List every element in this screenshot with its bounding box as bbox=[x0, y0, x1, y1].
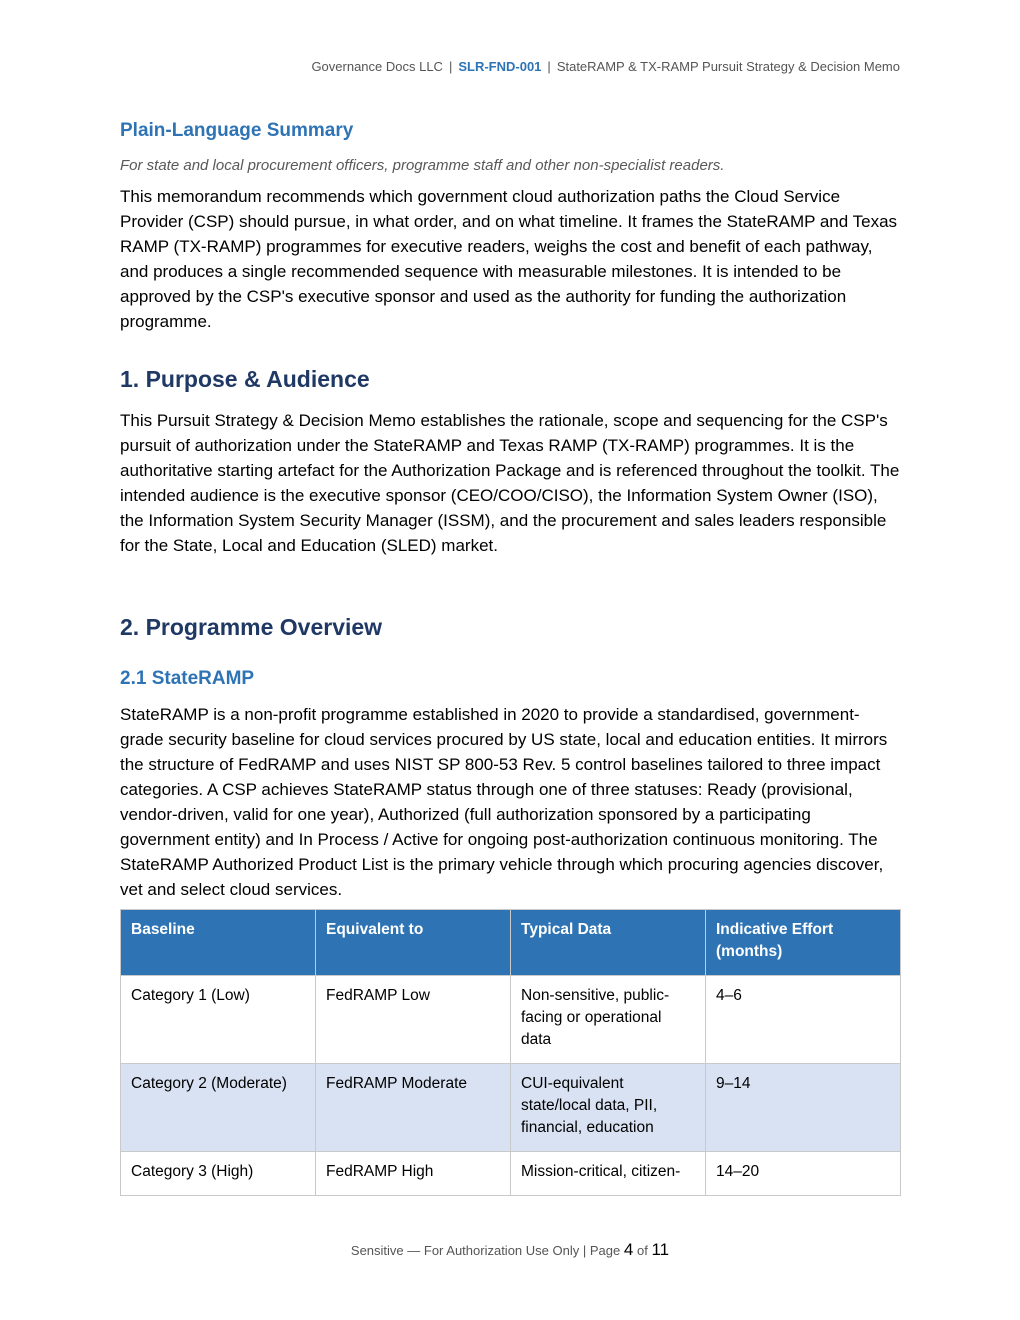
table-header-cell: Typical Data bbox=[511, 910, 706, 976]
table-cell: CUI-equivalent state/local data, PII, financial, education bbox=[511, 1064, 706, 1152]
table-cell: Category 3 (High) bbox=[121, 1152, 316, 1196]
table-cell: Category 2 (Moderate) bbox=[121, 1064, 316, 1152]
table-row bbox=[121, 1064, 901, 1152]
summary-audience-note: For state and local procurement officers, programme staff and other non-specialist readers. bbox=[120, 157, 725, 174]
footer-of-word: of bbox=[636, 1243, 648, 1258]
table-cell: 4–6 bbox=[706, 976, 901, 1064]
table-cell: FedRAMP High bbox=[316, 1152, 511, 1196]
table-header-cell: Equivalent to bbox=[316, 910, 511, 976]
footer-label: Sensitive — For Authorization Use Only bbox=[350, 1243, 580, 1258]
table-cell: FedRAMP Moderate bbox=[316, 1064, 511, 1152]
page-header bbox=[311, 59, 900, 74]
header-company: Governance Docs LLC bbox=[311, 59, 443, 74]
footer-page-number: 4 bbox=[623, 1240, 634, 1259]
summary-paragraph: This memorandum recommends which government cloud authorization paths the Cloud Service Provider (CSP) should pursue, in what order, and on what timeline. It frames the StateRAMP and Texas RAMP (TX-RAMP) programmes for executive readers, weighs the cost and benefit of each pathway, and produces a single recommended sequence with measurable milestones. It is intended to be approved by the CSP's executive sponsor and used as the authority for funding the authorization programme. bbox=[120, 187, 898, 331]
table-header-cell: Baseline bbox=[121, 910, 316, 976]
header-separator: | bbox=[448, 59, 453, 74]
section-2-1-paragraph: StateRAMP is a non-profit programme established in 2020 to provide a standardised, government-grade security baseline for cloud services procured by US state, local and education entities. It mirrors the structure of FedRAMP and uses NIST SP 800-53 Rev. 5 control baselines tailored to three impact categories. A CSP achieves StateRAMP status through one of three statuses: Ready (provisional, vendor-driven, valid for one year), Authorized (full authorization sponsored by a participating government entity) and In Process / Active for ongoing post-authorization continuous monitoring. The StateRAMP Authorized Product List is the primary vehicle through which procuring agencies discover, vet and select cloud services. bbox=[120, 705, 888, 899]
table-cell: 9–14 bbox=[706, 1064, 901, 1152]
section-1-paragraph: This Pursuit Strategy & Decision Memo establishes the rationale, scope and sequencing for the CSP's pursuit of authorization under the StateRAMP and Texas RAMP (TX-RAMP) programmes. It is the authoritative starting artefact for the Authorization Package and is referenced throughout the toolkit. The intended audience is the executive sponsor (CEO/COO/CISO), the Information System Owner (ISO), the Information System Security Manager (ISSM), and the procurement and sales leaders responsible for the State, Local and Education (SLED) market. bbox=[120, 411, 900, 555]
table-cell: Non-sensitive, public-facing or operational data bbox=[511, 976, 706, 1064]
section-1-heading: 1. Purpose & Audience bbox=[120, 366, 370, 392]
table-row bbox=[121, 1152, 901, 1196]
table-cell: Mission-critical, citizen- bbox=[511, 1152, 706, 1196]
footer-page-total: 11 bbox=[651, 1240, 670, 1259]
header-doc-id: SLR-FND-001 bbox=[458, 59, 542, 74]
section-2-1-heading: 2.1 StateRAMP bbox=[120, 668, 255, 689]
table-cell: FedRAMP Low bbox=[316, 976, 511, 1064]
table-cell: Category 1 (Low) bbox=[121, 976, 316, 1064]
summary-heading: Plain-Language Summary bbox=[120, 120, 354, 141]
page-footer bbox=[0, 1240, 1020, 1260]
table-row bbox=[121, 976, 901, 1064]
baseline-table bbox=[120, 909, 901, 1196]
header-doc-title: StateRAMP & TX-RAMP Pursuit Strategy & Decision Memo bbox=[556, 59, 900, 74]
table-header-cell: Indicative Effort (months) bbox=[706, 910, 901, 976]
table-header-row bbox=[121, 910, 901, 976]
section-2-heading: 2. Programme Overview bbox=[120, 614, 383, 640]
header-separator: | bbox=[547, 59, 551, 74]
table-cell: 14–20 bbox=[706, 1152, 901, 1196]
footer-page-word: Page bbox=[589, 1243, 621, 1258]
footer-separator: | bbox=[582, 1243, 587, 1258]
